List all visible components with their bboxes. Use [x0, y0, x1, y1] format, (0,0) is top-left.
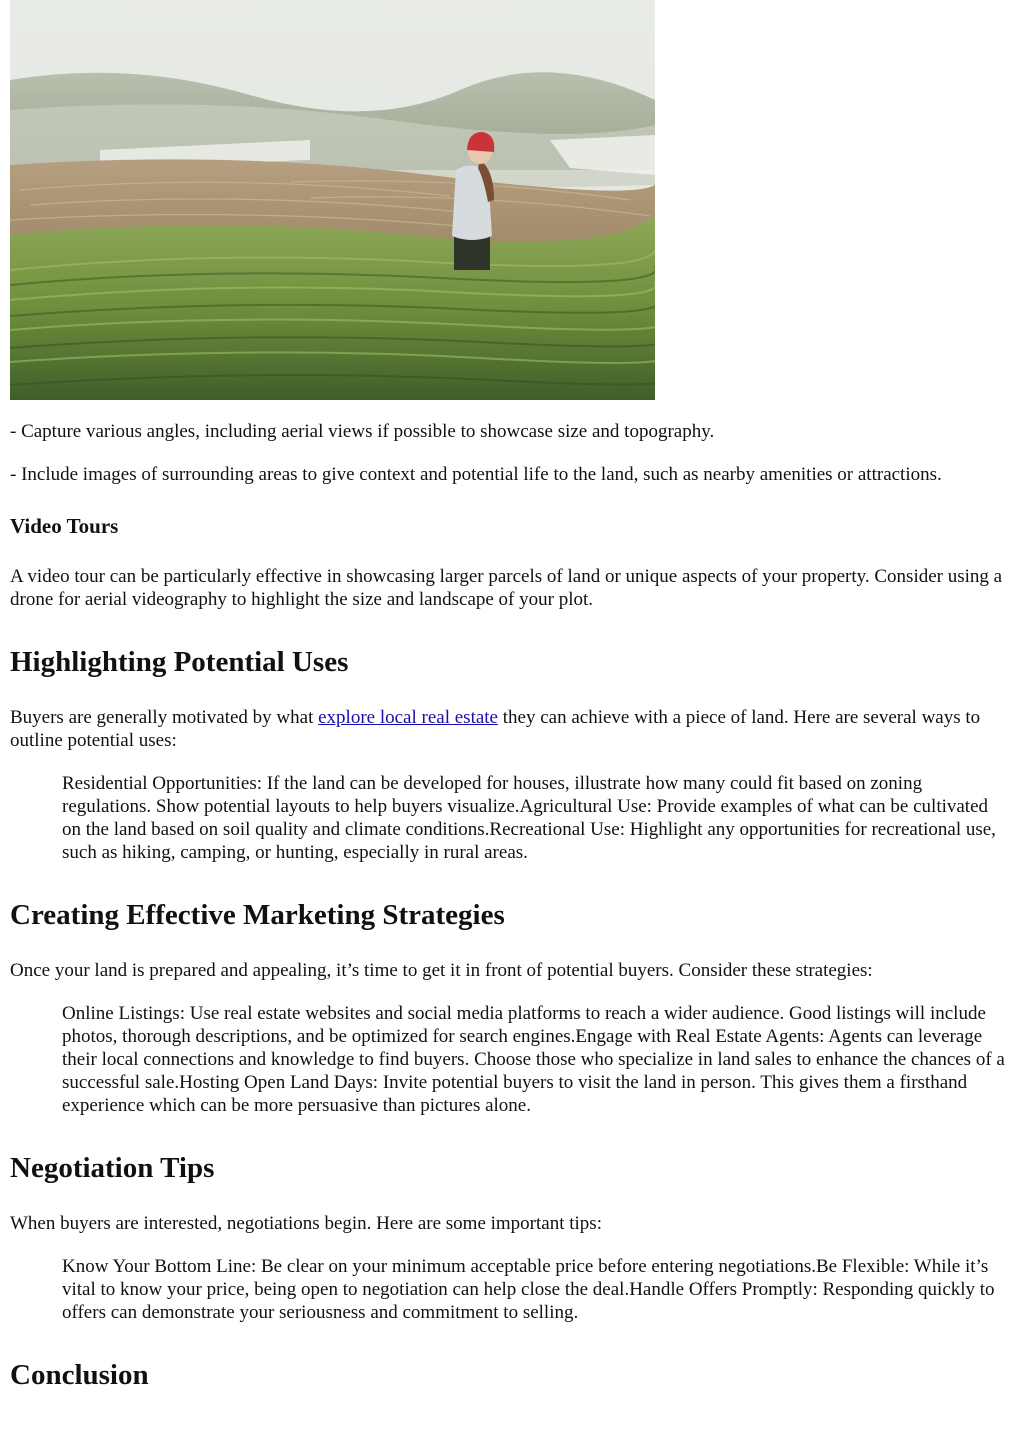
negotiation-quote: Know Your Bottom Line: Be clear on your minimum acceptable price before entering negotiations.Be Flexible: While it’s vital to know your price, being open to negotiation can help close the deal.Handle Offers Promptly: Responding quickly to offers can demonstrate your seriousness and commitment to selling. — [62, 1256, 995, 1323]
negotiation-intro: When buyers are interested, negotiations begin. Here are some important tips: — [10, 1213, 602, 1234]
photo-tip-angles: - Capture various angles, including aerial views if possible to showcase size and topography. — [10, 421, 715, 442]
video-tours-heading: Video Tours — [10, 514, 119, 538]
hero-image — [10, 0, 655, 400]
intro-text-before-link: Buyers are generally motivated by what — [10, 707, 319, 728]
photo-tip-surroundings: - Include images of surrounding areas to give context and potential life to the land, such as nearby amenities or attractions. — [10, 464, 942, 485]
marketing-quote: Online Listings: Use real estate websites and social media platforms to reach a wider audience. Good listings will include photos, thorough descriptions, and be optimized for search engines.Engage with Real Estate Agents: Agents can leverage their local connections and knowledge to find buyers. Choose those who specialize in land sales to enhance the chances of a successful sale.Hosting Open Land Days: Invite potential buyers to visit the land in person. This gives them a firsthand experience which can be more persuasive than pictures alone. — [62, 1003, 1005, 1116]
potential-uses-heading: Highlighting Potential Uses — [10, 646, 349, 678]
potential-uses-intro — [10, 706, 1010, 752]
marketing-heading: Creating Effective Marketing Strategies — [10, 899, 505, 931]
marketing-intro: Once your land is prepared and appealing, it’s time to get it in front of potential buyers. Consider these strategies: — [10, 960, 873, 981]
intro-text-after-link: they can achieve with a piece of land. Here are several ways to outline potential uses: — [10, 707, 981, 751]
video-tours-body: A video tour can be particularly effective in showcasing larger parcels of land or unique aspects of your property. Consider using a drone for aerial videography to highlight the size and landscape of your plot. — [10, 566, 1003, 610]
explore-local-real-estate-link[interactable]: explore local real estate — [318, 707, 498, 728]
conclusion-heading: Conclusion — [10, 1359, 149, 1391]
article — [10, 0, 1010, 1392]
negotiation-heading: Negotiation Tips — [10, 1152, 215, 1184]
potential-uses-quote: Residential Opportunities: If the land can be developed for houses, illustrate how many could fit based on zoning regulations. Show potential layouts to help buyers visualize.Agricultural Use: Provide examples of what can be cultivated on the land based on soil quality and climate conditions.Recreational Use: Highlight any opportunities for recreational use, such as hiking, camping, or hunting, especially in rural areas. — [62, 773, 996, 863]
